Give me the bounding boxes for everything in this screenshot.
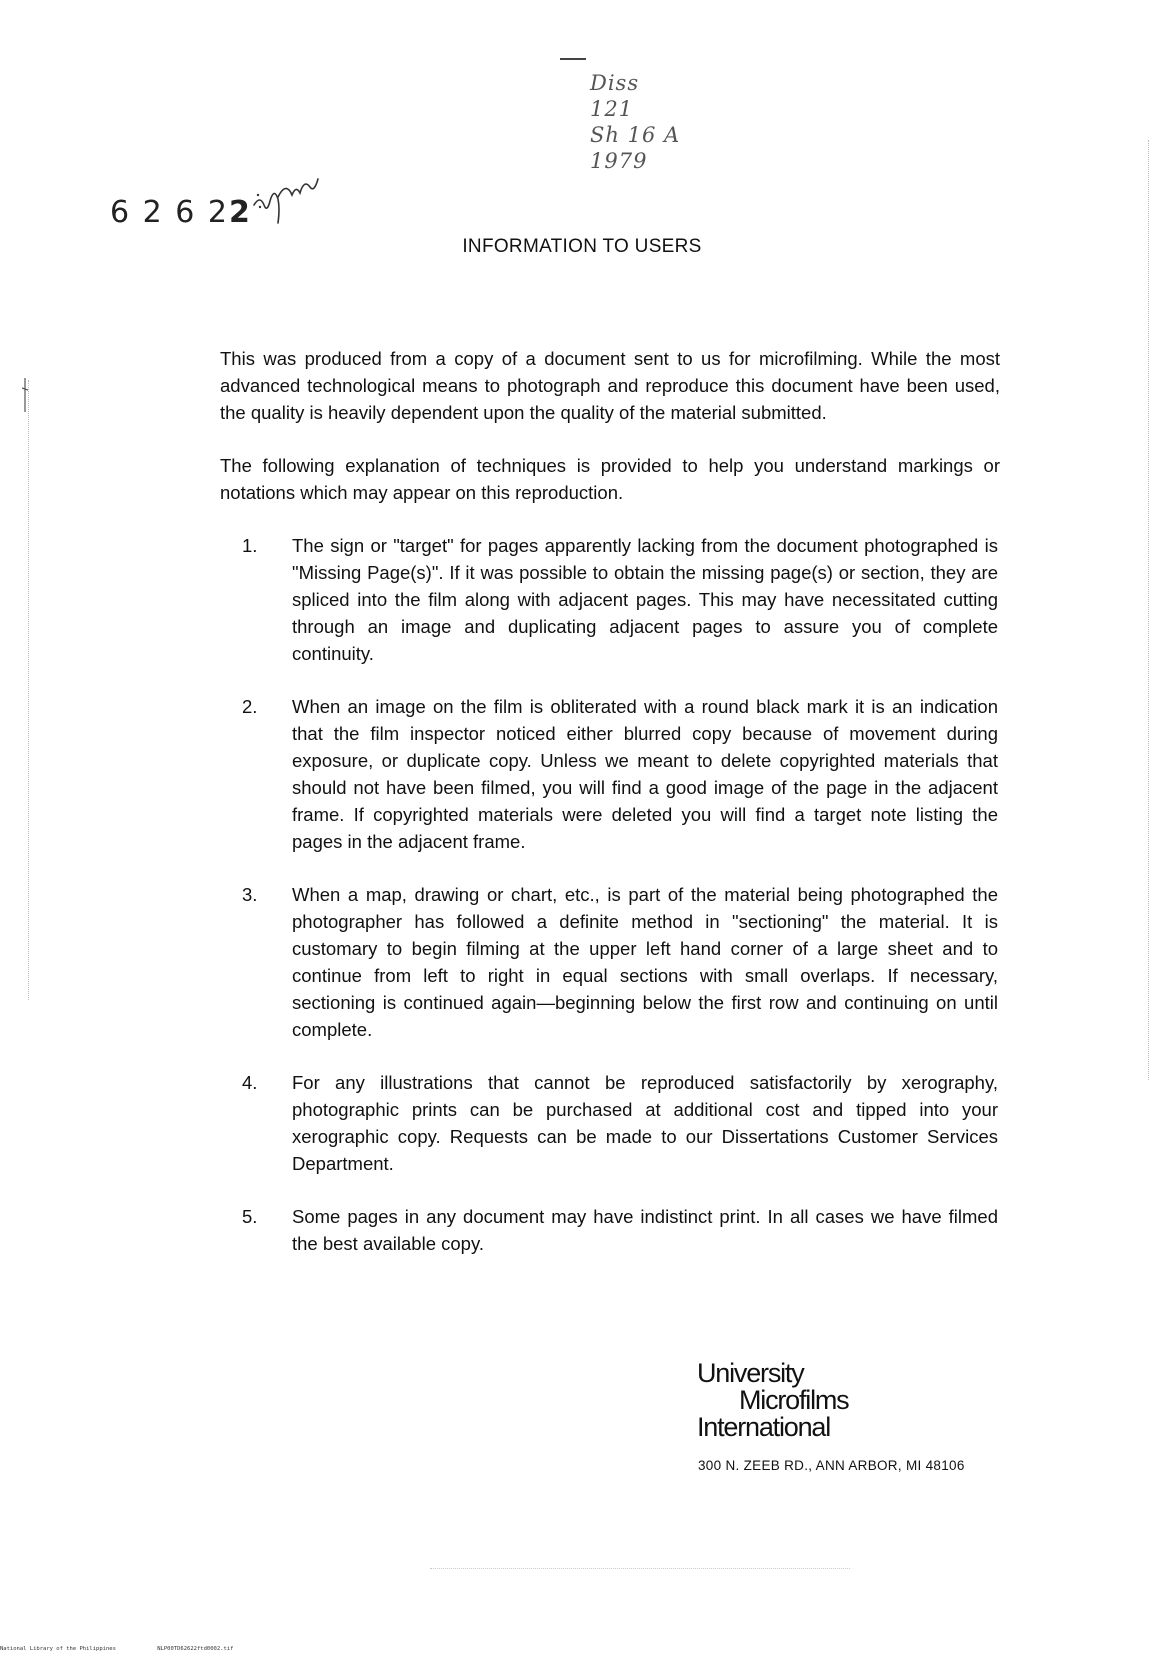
accession-number-bold-digit: 2	[228, 195, 252, 230]
document-body	[220, 345, 1000, 1283]
footer-library-name: National Library of the Philippines	[0, 1646, 116, 1652]
university-microfilms-logo	[697, 1360, 849, 1441]
scan-edge-right	[1148, 140, 1150, 1080]
technique-list	[220, 532, 1000, 1257]
accession-number-digits: 6 2 6 2	[110, 195, 229, 230]
footer-file-name: NLP00TD62622ftd0002.tif	[157, 1646, 234, 1652]
scan-noise	[430, 1568, 850, 1583]
list-item-number: 4.	[242, 1072, 258, 1093]
intro-paragraph-2: The following explanation of techniques is provided to help you understand markings or notations which may appear on this reproduction.	[220, 455, 1000, 503]
list-item-text: For any illustrations that cannot be reproduced satisfactorily by xerography, photographic prints can be purchased at additional cost and tipped into your xerographic copy. Requests can be made to our Dissertations Customer Services Department.	[292, 1072, 998, 1174]
list-item-number: 2.	[242, 696, 258, 717]
logo-line-2: Microfilms	[739, 1385, 849, 1415]
page-title: INFORMATION TO USERS	[462, 236, 702, 257]
handwritten-line-2: 121	[590, 97, 634, 121]
list-item-text: When a map, drawing or chart, etc., is part of the material being photographed the photographer has followed a definite method in "sectioning" the material. It is customary to begin filming at the upper left hand corner of a large sheet and to continue from left to right in equal sections with small overlaps. If necessary, sectioning is continued again—beginning below the first row and continuing on until complete.	[292, 884, 998, 1040]
list-item-text: When an image on the film is obliterated with a round black mark it is an indication that the film inspector noticed either blurred copy because of movement during exposure, or duplicate copy. Unless we meant to delete copyrighted materials that should not have been filmed, you will find a good image of the page in the adjacent frame. If copyrighted materials were deleted you will find a target note listing the pages in the adjacent frame.	[292, 696, 998, 852]
logo-line-1: University	[697, 1358, 804, 1388]
intro-paragraph-1: This was produced from a copy of a document sent to us for microfilming. While the most advanced technological means to photograph and reproduce this document have been used, the quality is heavily dependent upon the quality of the material submitted.	[220, 348, 1000, 423]
list-item	[242, 881, 998, 1043]
list-item-text: The sign or "target" for pages apparently lacking from the document photographed is "Missing Page(s)". If it was possible to obtain the missing page(s) or section, they are spliced into the film along with adjacent pages. This may have necessitated cutting through an image and duplicating adjacent pages to assure you of complete continuity.	[292, 535, 998, 664]
handwritten-line-4: 1979	[590, 149, 648, 173]
publisher-address: 300 N. ZEEB RD., ANN ARBOR, MI 48106	[698, 1458, 965, 1473]
handwritten-initials-icon	[248, 175, 328, 235]
handwritten-line-3: Sh 16 A	[590, 123, 681, 147]
list-item-text: Some pages in any document may have indistinct print. In all cases we have filmed the best available copy.	[292, 1206, 998, 1254]
scan-edge-left	[28, 380, 30, 1000]
scan-dash-mark	[560, 58, 586, 60]
handwritten-line-1: Diss	[590, 71, 640, 95]
binding-mark-icon	[22, 378, 28, 412]
list-item	[242, 1069, 998, 1177]
list-item-number: 1.	[242, 535, 258, 556]
list-item	[242, 532, 998, 667]
logo-line-3: International	[697, 1412, 831, 1442]
accession-number	[110, 195, 252, 230]
list-item	[242, 693, 998, 855]
list-item-number: 5.	[242, 1206, 258, 1227]
scan-footer	[0, 1646, 271, 1652]
handwritten-call-number	[590, 70, 700, 174]
list-item-number: 3.	[242, 884, 258, 905]
list-item	[242, 1203, 998, 1257]
